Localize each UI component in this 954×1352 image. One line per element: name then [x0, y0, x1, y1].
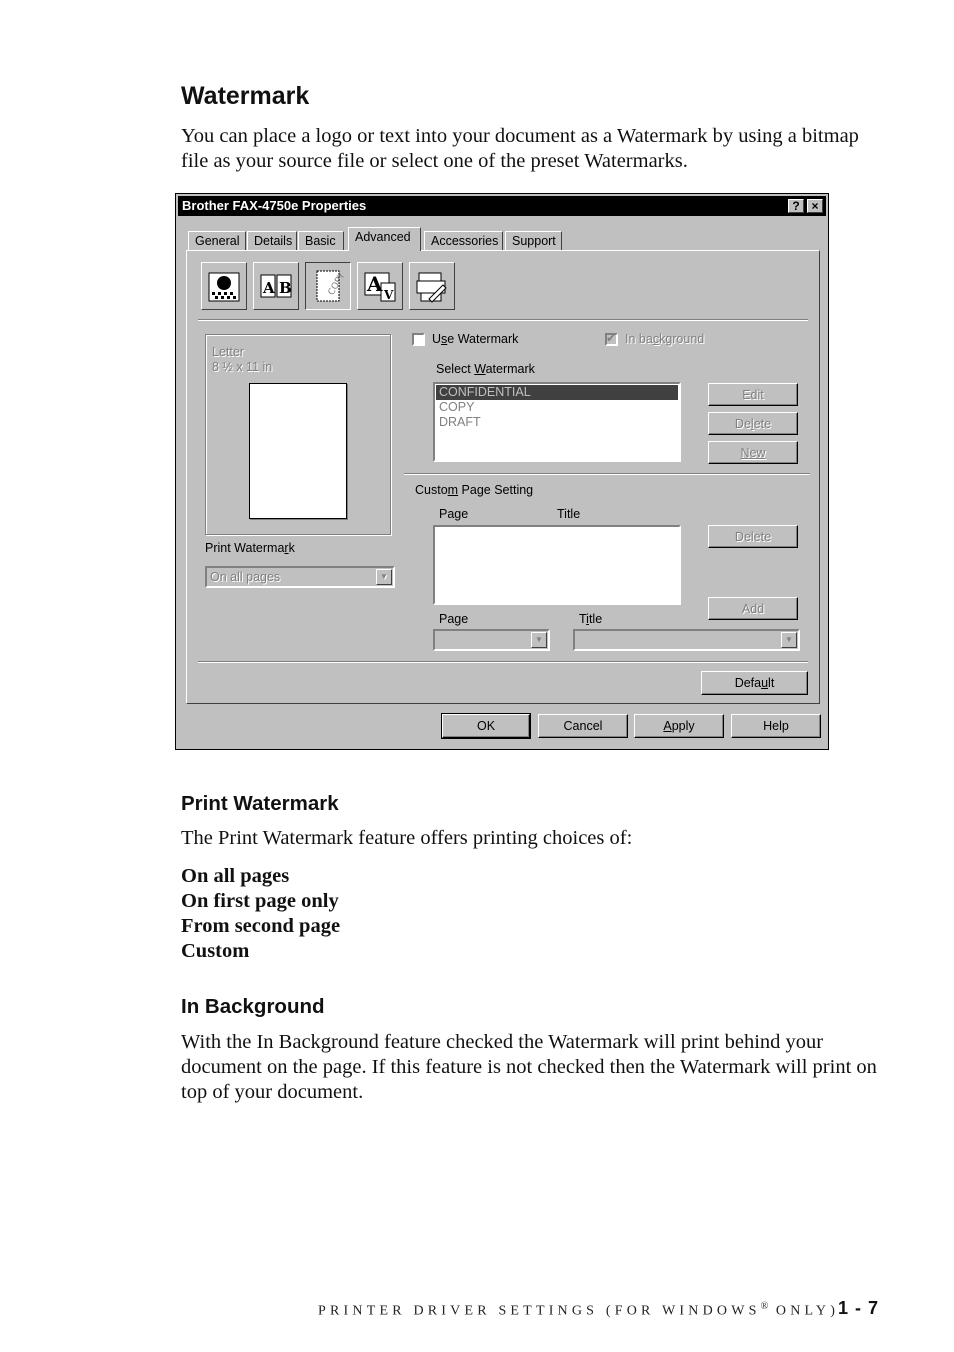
print-watermark-text: The Print Watermark feature offers printing choices of: [181, 827, 633, 849]
duplex-button[interactable] [253, 262, 299, 310]
printer-tools-icon [415, 268, 449, 304]
font-av-icon [363, 268, 397, 304]
tab-basic[interactable]: Basic [298, 231, 344, 250]
use-watermark-label: Use Watermark [432, 332, 519, 346]
quality-button[interactable] [201, 262, 247, 310]
in-background-checkbox[interactable] [605, 333, 618, 346]
watermark-button[interactable] [305, 262, 351, 310]
properties-dialog [175, 193, 829, 750]
chevron-down-icon: ▼ [531, 632, 547, 648]
paper-label: Letter [212, 345, 244, 359]
tab-details[interactable]: Details [247, 231, 297, 250]
bottom-separator [198, 661, 808, 663]
svg-text:V: V [384, 288, 394, 302]
print-watermark-select[interactable]: On all pages ▼ [205, 566, 395, 588]
use-watermark-checkbox[interactable] [412, 333, 425, 346]
list-item-selected[interactable]: CONFIDENTIAL [436, 385, 678, 400]
options-button[interactable] [409, 262, 455, 310]
in-background-text: With the In Background feature checked the Watermark will print behind your document on the page. If this feature is not checked then the Watermark will print on top of your document. [181, 1031, 877, 1103]
list-item: On first page only [181, 890, 339, 912]
chevron-down-icon: ▼ [781, 632, 797, 648]
dialog-titlebar [178, 196, 826, 216]
tab-support[interactable]: Support [505, 231, 562, 250]
close-button[interactable]: × [807, 199, 823, 213]
custom-separator [404, 473, 810, 475]
watermark-list[interactable] [433, 382, 681, 462]
help-title-button[interactable]: ? [788, 199, 804, 213]
tab-advanced[interactable]: Advanced [348, 227, 421, 251]
svg-text:COPY: COPY [326, 271, 348, 298]
list-item[interactable]: DRAFT [439, 415, 481, 429]
page-label: Page [439, 612, 469, 626]
intro-paragraph: You can place a logo or text into your document as a Watermark by using a bitmap file as your source file or select one of the preset Watermarks. [181, 125, 859, 172]
title-label: Title [579, 612, 603, 626]
preview-box [205, 334, 391, 535]
paper-size: 8 ½ x 11 in [212, 360, 273, 374]
footer-running-title: PRINTER DRIVER SETTINGS (FOR WINDOWS® ONLY) [318, 1301, 840, 1319]
list-item: Custom [181, 940, 250, 962]
print-watermark-label: Print Watermark [205, 541, 295, 555]
select-watermark-label: Select Watermark [436, 362, 535, 376]
col-page-header: Page [439, 507, 469, 521]
new-button[interactable]: New [708, 441, 798, 464]
list-item: From second page [181, 915, 341, 937]
page-select[interactable] [433, 629, 550, 651]
font-button[interactable] [357, 262, 403, 310]
custom-page-setting-label: Custom Page Setting [415, 483, 534, 497]
check-icon: ✔ [606, 331, 617, 345]
svg-text:A: A [263, 279, 275, 297]
tab-general[interactable]: General [188, 231, 246, 250]
in-background-label: In background [625, 332, 705, 346]
edit-button[interactable]: Edit [708, 383, 798, 406]
svg-text:B: B [279, 279, 292, 297]
title-select[interactable] [573, 629, 800, 651]
halftone-icon [207, 268, 241, 304]
print-options-list [181, 864, 340, 964]
col-title-header: Title [557, 507, 581, 521]
chevron-down-icon: ▼ [376, 569, 392, 585]
help-button[interactable]: Help [731, 714, 821, 738]
dialog-title: Brother FAX-4750e Properties [182, 198, 367, 213]
delete-watermark-button[interactable]: Delete [708, 412, 798, 435]
cancel-button[interactable]: Cancel [538, 714, 628, 738]
copy-stamp-icon [311, 268, 348, 304]
list-item: On all pages [181, 865, 290, 887]
custom-page-list[interactable] [433, 525, 681, 605]
default-button[interactable]: Default [701, 671, 808, 695]
icon-separator [198, 319, 808, 321]
list-item[interactable]: COPY [439, 400, 475, 414]
page-heading: Watermark [181, 82, 310, 110]
apply-button[interactable]: Apply [634, 714, 724, 738]
in-background-heading: In Background [181, 995, 325, 1018]
page-number: 1 - 7 [838, 1298, 880, 1318]
delete-custom-button[interactable]: Delete [708, 525, 798, 548]
print-watermark-heading: Print Watermark [181, 792, 339, 815]
ok-button[interactable]: OK [442, 714, 530, 738]
tab-accessories[interactable]: Accessories [424, 231, 503, 250]
add-button[interactable]: Add [708, 597, 798, 620]
ab-duplex-icon [259, 268, 293, 304]
svg-text:A: A [367, 272, 383, 296]
page-preview [249, 383, 347, 519]
